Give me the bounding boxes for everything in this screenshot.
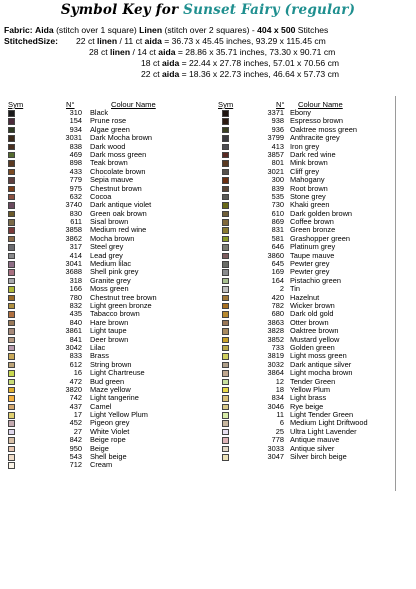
colour-name: Anthracite grey: [290, 133, 340, 143]
thread-number: 842: [69, 435, 82, 445]
thread-number: 632: [69, 191, 82, 201]
thread-number: 3047: [267, 452, 284, 462]
colour-name: Cocoa: [90, 191, 112, 201]
thread-number: 898: [69, 158, 82, 168]
colour-name: Chestnut tree brown: [90, 292, 157, 302]
colour-name: Green bronze: [290, 225, 336, 235]
column-divider: [395, 96, 396, 491]
colour-name: Rye beige: [290, 401, 324, 411]
symbol-swatch-icon: [8, 320, 15, 327]
colour-name: Lead grey: [90, 250, 123, 260]
thread-number: 3862: [65, 233, 82, 243]
colour-name: Prune rose: [90, 116, 127, 126]
symbol-swatch-icon: [8, 379, 15, 386]
thread-number: 3046: [267, 401, 284, 411]
symbol-swatch-icon: [8, 236, 15, 243]
symbol-swatch-icon: [8, 152, 15, 159]
symbol-swatch-icon: [222, 420, 229, 427]
colour-name: Mink brown: [290, 158, 328, 168]
colour-name: Ultra Light Lavender: [290, 426, 357, 436]
symbol-swatch-icon: [222, 118, 229, 125]
symbol-swatch-icon: [8, 177, 15, 184]
symbol-swatch-icon: [222, 227, 229, 234]
header-sym-right: Sym: [218, 100, 234, 109]
symbol-swatch-icon: [8, 278, 15, 285]
colour-name: Light moss green: [290, 351, 347, 361]
thread-number: 3820: [65, 384, 82, 394]
colour-name: Otter brown: [290, 317, 329, 327]
symbol-swatch-icon: [8, 118, 15, 125]
colour-name: Chestnut brown: [90, 183, 142, 193]
thread-number: 612: [69, 359, 82, 369]
colour-name: Mocha brown: [90, 233, 135, 243]
thread-number: 611: [70, 217, 82, 227]
symbol-swatch-icon: [222, 169, 229, 176]
colour-name: Lilac: [90, 342, 106, 352]
colour-name: Dark red wine: [290, 149, 336, 159]
colour-name: Iron grey: [290, 141, 320, 151]
header-sym-left: Sym: [8, 100, 24, 109]
symbol-swatch-icon: [222, 186, 229, 193]
colour-name: Camel: [90, 401, 112, 411]
symbol-swatch-icon: [8, 437, 15, 444]
colour-name: Tender Green: [290, 376, 336, 386]
colour-name: Espresso brown: [290, 116, 343, 126]
symbol-swatch-icon: [8, 286, 15, 293]
colour-name: Silver birch beige: [290, 452, 347, 462]
thread-number: 543: [69, 452, 82, 462]
symbol-swatch-icon: [222, 387, 229, 394]
symbol-swatch-icon: [222, 244, 229, 251]
header-name-right: Colour Name: [298, 100, 343, 109]
symbol-swatch-icon: [222, 412, 229, 419]
thread-number: 3688: [65, 267, 82, 277]
symbol-swatch-icon: [8, 261, 15, 268]
thread-number: 154: [69, 116, 82, 126]
colour-name: Black: [90, 108, 109, 117]
fabric-line: [4, 25, 328, 35]
thread-number: 834: [271, 393, 284, 403]
thread-number: 934: [69, 124, 82, 134]
colour-name: Medium Light Driftwood: [290, 418, 368, 428]
thread-number: 646: [271, 242, 284, 252]
thread-number: 3860: [267, 250, 284, 260]
symbol-swatch-icon: [8, 160, 15, 167]
colour-name: Mustard yellow: [290, 334, 340, 344]
stitch-count: 404 x 500: [257, 25, 296, 35]
symbol-swatch-icon: [222, 278, 229, 285]
colour-name: Platinum grey: [290, 242, 336, 252]
symbol-swatch-icon: [8, 135, 15, 142]
symbol-swatch-icon: [8, 227, 15, 234]
key-row: [8, 461, 198, 469]
symbol-swatch-icon: [222, 211, 229, 218]
thread-number: 3852: [267, 334, 284, 344]
thread-number: 742: [69, 393, 82, 403]
colour-name: Dark Mocha brown: [90, 133, 153, 143]
symbol-swatch-icon: [222, 437, 229, 444]
colour-name: Light mocha brown: [290, 368, 353, 378]
thread-number: 610: [271, 208, 284, 218]
symbol-swatch-icon: [222, 177, 229, 184]
symbol-swatch-icon: [222, 286, 229, 293]
thread-number: 413: [271, 141, 284, 151]
thread-number: 11: [276, 410, 284, 420]
symbol-swatch-icon: [222, 328, 229, 335]
colour-name: Deer brown: [90, 334, 129, 344]
key-row: [222, 453, 394, 461]
colour-name: Coffee brown: [290, 217, 334, 227]
colour-name: Medium lilac: [90, 259, 132, 269]
colour-name: Hazelnut: [290, 292, 320, 302]
thread-number: 832: [69, 300, 82, 310]
thread-number: 936: [271, 124, 284, 134]
colour-name: Cream: [90, 460, 113, 470]
stitched-size-label: StitchedSize:: [4, 36, 58, 46]
thread-number: 3041: [65, 259, 82, 269]
colour-name: Light Tender Green: [290, 410, 354, 420]
symbol-swatch-icon: [8, 404, 15, 411]
colour-name: Yellow Plum: [290, 384, 330, 394]
colour-name: Cliff grey: [290, 166, 320, 176]
colour-name: Bud green: [90, 376, 125, 386]
symbol-swatch-icon: [8, 253, 15, 260]
header-no-right: N°: [276, 100, 285, 109]
colour-name: Pewter grey: [290, 259, 330, 269]
colour-name: Mahogany: [290, 175, 325, 185]
colour-name: Dark antique violet: [90, 200, 152, 210]
symbol-swatch-icon: [8, 387, 15, 394]
thread-number: 164: [271, 275, 284, 285]
colour-name: Sisal brown: [90, 217, 129, 227]
colour-name: Chocolate brown: [90, 166, 146, 176]
colour-name: Light taupe: [90, 326, 127, 336]
symbol-swatch-icon: [8, 144, 15, 151]
thread-number: 3819: [267, 351, 284, 361]
thread-number: 712: [69, 460, 82, 470]
size-row: 28 ct linen / 14 ct aida = 28.86 x 35.71 inches, 73.30 x 90.71 cm: [89, 47, 336, 57]
symbol-swatch-icon: [8, 412, 15, 419]
pattern-name: Sunset Fairy (regular): [183, 2, 356, 18]
symbol-swatch-icon: [222, 446, 229, 453]
symbol-swatch-icon: [8, 244, 15, 251]
thread-number: 3033: [267, 443, 284, 453]
thread-number: 839: [271, 183, 284, 193]
thread-number: 581: [271, 233, 284, 243]
symbol-swatch-icon: [222, 345, 229, 352]
key-list-right: [222, 109, 394, 461]
symbol-swatch-icon: [222, 261, 229, 268]
colour-name: Beige: [90, 443, 109, 453]
thread-number: 833: [69, 351, 82, 361]
symbol-swatch-icon: [222, 295, 229, 302]
symbol-swatch-icon: [8, 211, 15, 218]
colour-name: Brass: [90, 351, 109, 361]
colour-name: Dark antique silver: [290, 359, 352, 369]
thread-number: 414: [69, 250, 82, 260]
thread-number: 840: [69, 317, 82, 327]
colour-name: Light Chartreuse: [90, 368, 145, 378]
thread-number: 16: [73, 368, 82, 378]
colour-name: Green oak brown: [90, 208, 147, 218]
thread-number: 3864: [267, 368, 284, 378]
thread-number: 25: [275, 426, 284, 436]
symbol-swatch-icon: [222, 353, 229, 360]
symbol-swatch-icon: [8, 446, 15, 453]
thread-number: 3031: [65, 133, 82, 143]
fabric-linen: Linen: [139, 25, 163, 35]
symbol-swatch-icon: [222, 379, 229, 386]
key-row: [222, 277, 394, 285]
colour-name: Sepia mauve: [90, 175, 134, 185]
symbol-swatch-icon: [222, 395, 229, 402]
colour-name: Ebony: [290, 108, 311, 117]
size-row: 22 ct linen / 11 ct aida = 36.73 x 45.45 inches, 93.29 x 115.45 cm: [76, 36, 326, 46]
colour-name: Oaktree moss green: [290, 124, 357, 134]
thread-number: 779: [69, 175, 82, 185]
colour-name: Stone grey: [290, 191, 326, 201]
colour-name: String brown: [90, 359, 132, 369]
colour-name: Dark moss green: [90, 149, 147, 159]
thread-number: 830: [69, 208, 82, 218]
thread-number: 300: [271, 175, 284, 185]
colour-name: Shell pink grey: [90, 267, 139, 277]
symbol-swatch-icon: [8, 353, 15, 360]
thread-number: 680: [271, 309, 284, 319]
symbol-swatch-icon: [222, 454, 229, 461]
colour-name: Beige rope: [90, 435, 126, 445]
symbol-swatch-icon: [222, 219, 229, 226]
thread-number: 317: [69, 242, 82, 252]
symbol-swatch-icon: [222, 337, 229, 344]
colour-name: Khaki green: [290, 200, 330, 210]
thread-number: 780: [69, 292, 82, 302]
symbol-swatch-icon: [8, 370, 15, 377]
colour-name: Steel grey: [90, 242, 124, 252]
colour-name: Antique silver: [290, 443, 335, 453]
colour-name: Algae green: [90, 124, 130, 134]
thread-number: 730: [271, 200, 284, 210]
symbol-swatch-icon: [222, 303, 229, 310]
colour-name: Granite grey: [90, 275, 131, 285]
title-prefix: Symbol Key for: [60, 2, 184, 18]
thread-number: 17: [73, 410, 82, 420]
symbol-swatch-icon: [222, 311, 229, 318]
thread-number: 938: [271, 116, 284, 126]
thread-number: 169: [271, 267, 284, 277]
symbol-swatch-icon: [222, 404, 229, 411]
symbol-swatch-icon: [8, 194, 15, 201]
colour-name: Dark golden brown: [290, 208, 353, 218]
page-title: [0, 2, 416, 18]
colour-name: Pigeon grey: [90, 418, 130, 428]
thread-number: 18: [275, 384, 284, 394]
symbol-swatch-icon: [8, 127, 15, 134]
symbol-swatch-icon: [222, 152, 229, 159]
thread-number: 420: [271, 292, 284, 302]
thread-number: 3828: [267, 326, 284, 336]
thread-number: 3371: [267, 108, 284, 117]
thread-number: 3858: [65, 225, 82, 235]
thread-number: 452: [69, 418, 82, 428]
colour-name: Dark old gold: [290, 309, 334, 319]
colour-name: Oaktree brown: [290, 326, 339, 336]
thread-number: 472: [69, 376, 82, 386]
symbol-swatch-icon: [8, 269, 15, 276]
symbol-swatch-icon: [8, 337, 15, 344]
colour-name: Root brown: [290, 183, 328, 193]
thread-number: 778: [271, 435, 284, 445]
thread-number: 433: [69, 166, 82, 176]
colour-name: Moss green: [90, 284, 129, 294]
thread-number: 535: [271, 191, 284, 201]
thread-number: 310: [69, 108, 82, 117]
fabric-label: Fabric:: [4, 25, 33, 35]
thread-number: 3861: [65, 326, 82, 336]
colour-name: Antique mauve: [290, 435, 340, 445]
colour-name: Hare brown: [90, 317, 129, 327]
colour-name: Maze yellow: [90, 384, 131, 394]
symbol-swatch-icon: [222, 135, 229, 142]
symbol-swatch-icon: [8, 219, 15, 226]
thread-number: 950: [69, 443, 82, 453]
colour-name: Tin: [290, 284, 300, 294]
colour-name: Tabacco brown: [90, 309, 140, 319]
colour-name: Light tangerine: [90, 393, 139, 403]
symbol-swatch-icon: [222, 236, 229, 243]
symbol-swatch-icon: [222, 253, 229, 260]
symbol-swatch-icon: [8, 395, 15, 402]
thread-number: 435: [69, 309, 82, 319]
thread-number: 645: [271, 259, 284, 269]
colour-name: Grashopper green: [290, 233, 350, 243]
thread-number: 869: [271, 217, 284, 227]
symbol-swatch-icon: [222, 202, 229, 209]
symbol-swatch-icon: [8, 328, 15, 335]
colour-name: Taupe mauve: [290, 250, 335, 260]
thread-number: 831: [271, 225, 284, 235]
thread-number: 3740: [65, 200, 82, 210]
size-row: 18 ct aida = 22.44 x 27.78 inches, 57.01 x 70.56 cm: [141, 58, 340, 68]
symbol-swatch-icon: [8, 362, 15, 369]
header-no-left: N°: [66, 100, 75, 109]
key-list-left: [8, 109, 198, 470]
size-row: 22 ct aida = 18.36 x 22.73 inches, 46.64 x 57.73 cm: [141, 69, 340, 79]
thread-number: 3042: [65, 342, 82, 352]
fabric-aida-note: (stitch over 1 square): [56, 25, 137, 35]
thread-number: 801: [271, 158, 284, 168]
colour-name: Shell beige: [90, 452, 127, 462]
colour-name: Golden green: [290, 342, 335, 352]
colour-name: Pewter grey: [290, 267, 330, 277]
colour-name: Light green bronze: [90, 300, 152, 310]
header-name-left: Colour Name: [111, 100, 156, 109]
symbol-swatch-icon: [8, 169, 15, 176]
thread-number: 318: [69, 275, 82, 285]
symbol-swatch-icon: [222, 194, 229, 201]
symbol-swatch-icon: [8, 110, 15, 117]
thread-number: 12: [275, 376, 284, 386]
thread-number: 469: [69, 149, 82, 159]
symbol-swatch-icon: [8, 311, 15, 318]
thread-number: 975: [69, 183, 82, 193]
fabric-linen-note: (stitch over 2 squares) -: [164, 25, 255, 35]
colour-name: Light Yellow Plum: [90, 410, 148, 420]
symbol-swatch-icon: [222, 160, 229, 167]
thread-number: 437: [69, 401, 82, 411]
thread-number: 841: [69, 334, 82, 344]
symbol-swatch-icon: [222, 110, 229, 117]
symbol-swatch-icon: [8, 429, 15, 436]
thread-number: 27: [73, 426, 82, 436]
thread-number: 3032: [267, 359, 284, 369]
symbol-swatch-icon: [8, 462, 15, 469]
symbol-swatch-icon: [222, 429, 229, 436]
thread-number: 3799: [267, 133, 284, 143]
symbol-swatch-icon: [222, 127, 229, 134]
symbol-swatch-icon: [8, 303, 15, 310]
colour-name: Medium red wine: [90, 225, 147, 235]
symbol-swatch-icon: [222, 269, 229, 276]
colour-name: Dark wood: [90, 141, 126, 151]
colour-name: White Violet: [90, 426, 130, 436]
thread-number: 3863: [267, 317, 284, 327]
symbol-swatch-icon: [222, 144, 229, 151]
thread-number: 6: [279, 418, 284, 428]
stitches-label: Stitches: [297, 25, 329, 35]
symbol-swatch-icon: [8, 420, 15, 427]
thread-number: 2: [279, 284, 284, 294]
thread-number: 782: [271, 300, 284, 310]
symbol-swatch-icon: [8, 186, 15, 193]
thread-number: 3021: [267, 166, 284, 176]
symbol-swatch-icon: [8, 295, 15, 302]
symbol-swatch-icon: [222, 370, 229, 377]
colour-name: Pistachio green: [290, 275, 341, 285]
thread-number: 166: [69, 284, 82, 294]
colour-name: Light brass: [290, 393, 327, 403]
symbol-swatch-icon: [222, 320, 229, 327]
symbol-swatch-icon: [222, 362, 229, 369]
thread-number: 3857: [267, 149, 284, 159]
colour-name: Wicker brown: [290, 300, 335, 310]
thread-number: 838: [69, 141, 82, 151]
colour-name: Teak brown: [90, 158, 128, 168]
symbol-swatch-icon: [8, 345, 15, 352]
symbol-swatch-icon: [8, 454, 15, 461]
fabric-aida: Aida: [35, 25, 54, 35]
thread-number: 733: [271, 342, 284, 352]
symbol-swatch-icon: [8, 202, 15, 209]
